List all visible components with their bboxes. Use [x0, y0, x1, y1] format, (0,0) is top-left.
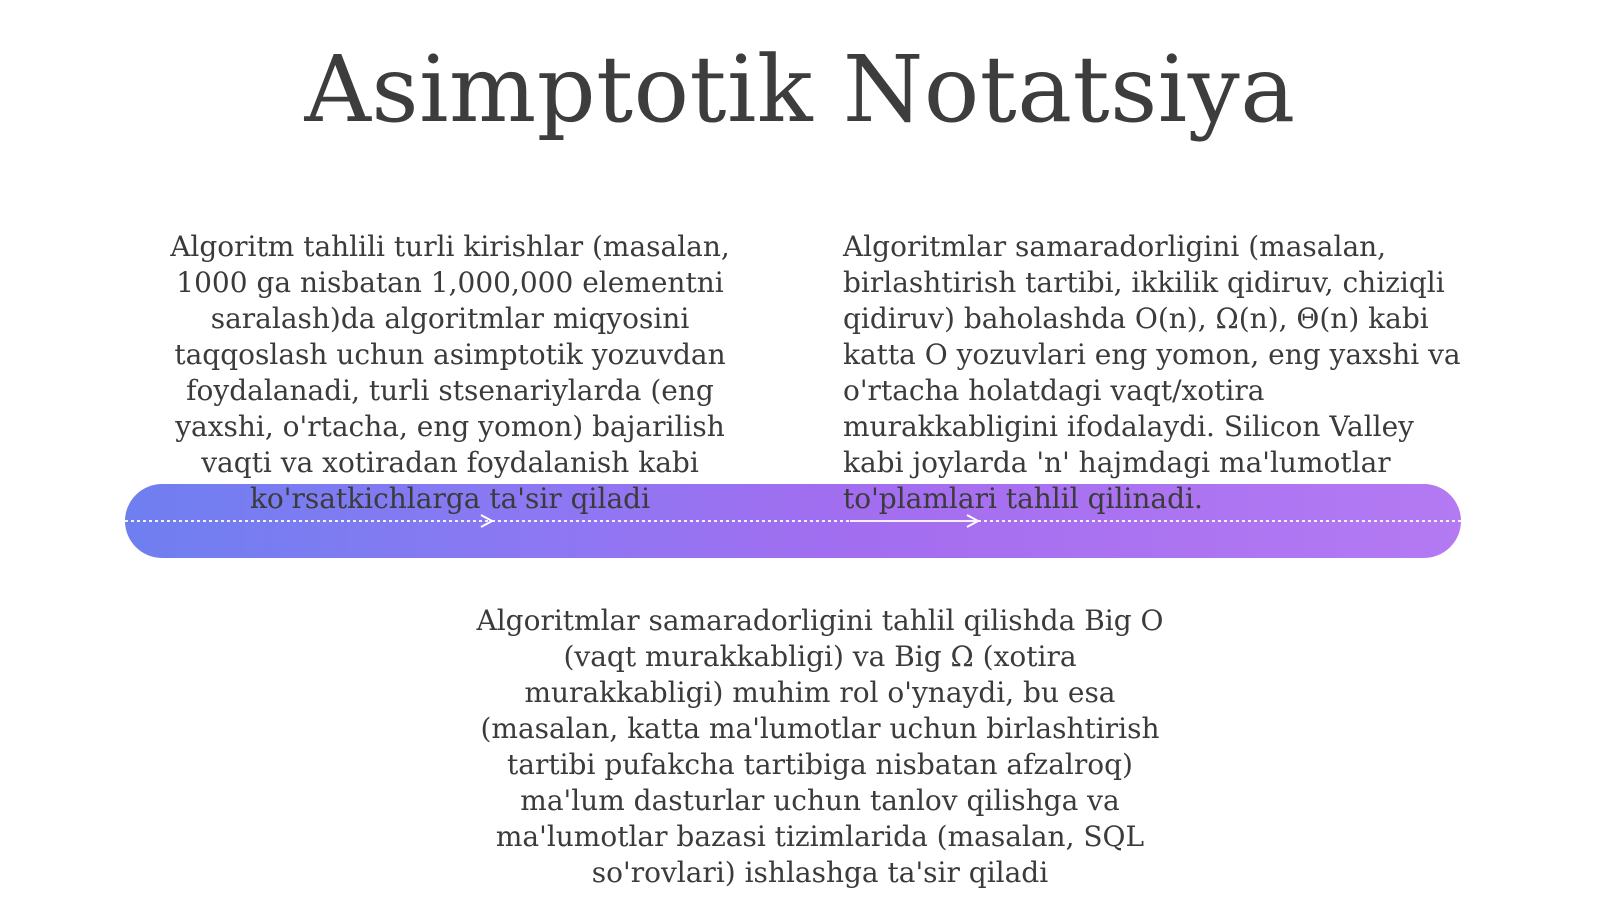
bottom-text-block: Algoritmlar samaradorligini tahlil qilishda Big O (vaqt murakkabligi) va Big Ω (xotira murakkabligi) muhim rol o'ynaydi, bu esa (masalan, katta ma'lumotlar uchun birlashtirish tartibi pufakcha tartibiga nisbatan afzalroq) ma'lum dasturlar uchun tanlov qilishga va ma'lumotlar bazasi tizimlarida (masalan, SQL so'rovlari) ishlashga ta'sir qiladi: [476, 604, 1164, 889]
left-text-block: Algoritm tahlili turli kirishlar (masalan, 1000 ga nisbatan 1,000,000 elementni saralash)da algoritmlar miqyosini taqqoslash uchun asimptotik yozuvdan foydalanadi, turli stsenariylarda (eng yaxshi, o'rtacha, eng yomon) bajarilish vaqti va xotiradan foydalanish kabi ko'rsatkichlarga ta'sir qiladi: [170, 230, 730, 515]
slide-title: Asimptotik Notatsiya: [304, 36, 1296, 143]
right-text-block: Algoritmlar samaradorligini (masalan, birlashtirish tartibi, ikkilik qidiruv, chiziqli qidiruv) baholashda O(n), Ω(n), Θ(n) kabi katta O yozuvlari eng yomon, eng yaxshi va o'rtacha holatdagi vaqt/xotira murakkabligini ifodalaydi. Silicon Valley kabi joylarda 'n' hajmdagi ma'lumotlar to'plamlari tahlil qilinadi.: [843, 230, 1461, 515]
